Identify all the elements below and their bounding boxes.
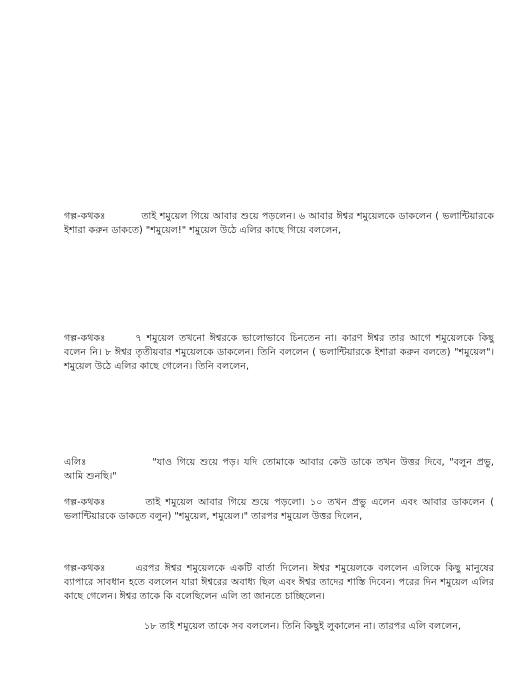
speaker-label: গল্প-কথকঃ	[64, 333, 106, 344]
dialogue-paragraph	[64, 496, 494, 524]
dialogue-text: তাই শমুয়েল গিয়ে আবার শুয়ে পড়লেন। ৬ আবার ঈশ্বর শমুয়েলকে ডাকলেন ( ভলান্টিয়ারকে ইশারা করুন ডাকতে) "শমুয়েল!" শমুয়েল উঠে এলির কাছে গিয়ে বললেন,	[64, 211, 494, 236]
dialogue-paragraph	[64, 332, 494, 374]
dialogue-paragraph	[64, 210, 494, 238]
dialogue-paragraph	[64, 562, 494, 604]
dialogue-text: তাই শমুয়েল আবার গিয়ে শুয়ে পড়লো। ১০ তখন প্রভু এলেন এবং আবার ডাকলেন ( ভলান্টিয়ারকে ডাকতে বলুন) "শমুয়েল, শমুয়েল।" তারপর শমুয়েল উত্তর দিলেন,	[64, 497, 494, 522]
dialogue-text: ৭ শমুয়েল তখনো ঈশ্বরকে ভালোভাবে চিনতেন না। কারণ ঈশ্বর তার আগে শমুয়েলকে কিছু বলেন নি। ৮ ঈশ্বর তৃতীয়বার শমুয়েলকে ডাকলেন। তিনি বললেন ( ভলান্টিয়ারকে ইশারা করুন বলতে) "শমুয়েল"। শমুয়েল উঠে এলির কাছে গেলেন। তিনি বললেন,	[64, 333, 494, 372]
dialogue-text: "যাও গিয়ে শুয়ে পড়। যদি তোমাকে আবার কেউ ডাকে তখন উত্তর দিবে, "বলুন প্রভু, আমি শুনছি।"	[64, 457, 494, 482]
dialogue-paragraph	[64, 620, 494, 634]
dialogue-text: এরপর ঈশ্বর শমুয়েলকে একটি বার্তা দিলেন। ঈশ্বর শমুয়েলকে বললেন এলিকে কিছু মানুষের ব্যাপারে সাবধান হতে বললেন যারা ঈশ্বরের অবাধ্য ছিল এবং ঈশ্বর তাদের শাস্তি দিবেন। পরের দিন শমুয়েল এলির কাছে গেলেন। ঈশ্বর তাকে কি বলেছিলেন এলি তা জানতে চাচ্ছিলেন।	[64, 563, 494, 602]
speaker-label: গল্প-কথকঃ	[64, 497, 106, 508]
speaker-label: এলিঃ	[64, 457, 87, 468]
dialogue-text: ১৮ তাই শমুয়েল তাকে সব বললেন। তিনি কিছুই লুকালেন না। তারপর এলি বললেন,	[144, 621, 462, 632]
speaker-label: গল্প-কথকঃ	[64, 211, 106, 222]
speaker-label: গল্প-কথকঃ	[64, 563, 106, 574]
dialogue-paragraph	[64, 456, 494, 484]
